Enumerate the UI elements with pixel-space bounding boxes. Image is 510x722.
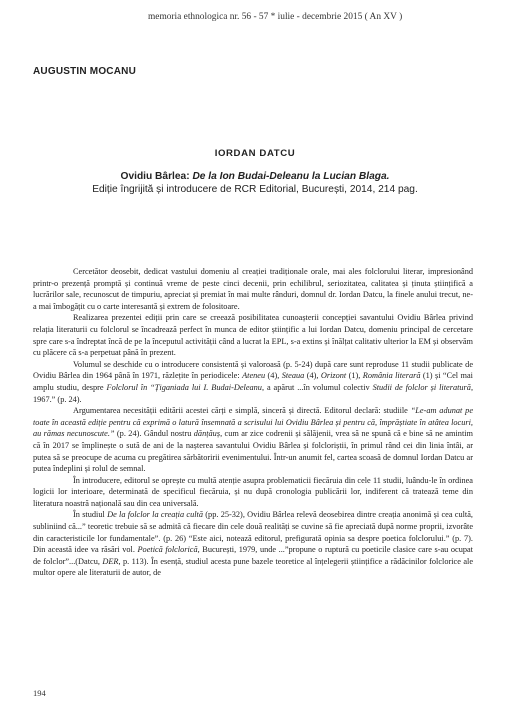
text-run: , cum ar zice codrenii și sălăjenii, vrea să ne spună că e bine să ne amintim că în 2017 se împlinește o sută de ani de la nașterea savantului Ovidiu Bârlea și folcloriștii, în primul rând cei din linia întâi, ar putea să se preocupe de acuma cu pregătirea sărbătoririi evenimentului. Într-un anumit fel, cartea scoasă de domnul Iordan Datcu ar putea îndeplini și rolul de semnal. [33,429,474,474]
text-run: (4), [265,371,282,381]
italic-text: “Le-am adunat pe toate în această ediție pentru că exprimă o latură însemnată a scrisului lui Ovidiu Bârlea și pentru că, împrăștiate în atâtea locuri, au rămas necunoscute.” [33,406,473,439]
body-paragraph [33,266,473,312]
text-run: (1) și “Cel mai amplu studiu, despre [33,371,473,392]
italic-text: Poetică folclorică [137,545,198,555]
book-title-line [0,171,510,182]
text-run: În studiul [73,510,108,520]
body-paragraph [33,312,473,358]
italic-text: De la folclor la creația cultă [107,510,203,520]
italic-text: Ateneu [242,371,266,381]
page-number: 194 [33,688,46,698]
article-body [33,266,473,579]
text-run: (4), [304,371,321,381]
italic-text: Orizont [320,371,347,381]
body-paragraph [33,475,473,510]
reviewed-author-heading: IORDAN DATCU [214,148,296,159]
book-author: Ovidiu Bârlea: [120,171,190,182]
text-run: Argumentarea necesității editării acestei cărți e simplă, sinceră și directă. Editorul declară: studiile [73,406,411,416]
text-run: (p. 24). Gândul nostru [114,429,194,439]
body-paragraph [33,359,473,405]
book-title: De la Ion Budai-Deleanu la Lucian Blaga. [192,171,390,182]
text-run: (1), [346,371,363,381]
text-run: , București, 1979, unde ...”propune o ruptură cu poeticile clasice care s-au ocupat de folclor”...(Datcu, [33,545,473,566]
running-header: memoria ethnologica nr. 56 - 57 * iulie - decembrie 2015 ( An XV ) [148,12,403,22]
italic-text: România literară [362,371,421,381]
italic-text: Folclorul în “Țiganiada lui I. Budai-Deleanu [106,382,262,392]
italic-text: dănțăuș [193,429,221,439]
text-run: Realizarea prezentei ediții prin care se creează posibilitatea cunoașterii concepției savantului Ovidiu Bârlea privind relația literaturii cu folclorul se încadrează perfect în munca de editor științific a lui Iordan Datcu, domeniu principal de cercetare spre care s-a îndreptat încă de pe la începutul activității când a lucrat la EPL, s-a extins și înălțat calitativ ulterior la EM și observăm cu plăcere că s-a perpetuat până în prezent. [33,313,473,358]
article-author: AUGUSTIN MOCANU [33,66,136,77]
text-run: (pp. 25-32), Ovidiu Bârlea relevă deosebirea dintre creația anonimă și cea cultă, subliniind că...” teoretic trebuie să se admită că fiecare din cele două realități se cuvine să fie apreciată după norme proprii, izvorâte din caracteristicile lor fundamentale”. (p. 26) “Este aici, notează editorul, prefigurată opinia sa despre poetica folclorului.” (p. 7). Din această idee va răsări vol. [33,510,473,555]
text-run: În introducere, editorul se oprește cu multă atenție asupra problematicii fiecăruia din cele 11 studii, luându-le în ordinea logicii lor interioare, determinată de specificul fiecăruia, și nu după cronologia publicării lor, indiferent că tratează teme din literatura noastră națională sau din cea universală. [33,475,473,508]
body-paragraph [33,509,473,579]
book-details: Ediție îngrijită și introducere de RCR Editorial, București, 2014, 214 pag. [92,184,418,195]
italic-text: Studii de folclor și literatură [372,382,471,392]
body-paragraph [33,405,473,475]
text-run: , p. 113). În esență, studiul acesta pune bazele teoretice al înțelegerii științifice a rădăcinilor folclorice ale multor opere ale literaturii de autor, de [33,556,473,578]
italic-text: Steaua [281,371,305,381]
text-run: , a apărut ...în volumul colectiv [261,382,373,392]
text-run: Cercetător deosebit, dedicat vastului domeniu al creației tradiționale orale, mai ales folclorului literar, impresionând printr-o prezență promptă și continuă vreme de peste cinci decenii, prin echilibrul, seriozitatea, calitatea și ținuta științifică a lucrărilor sale, recunoscut de timpuriu, apreciat și premiat în mai multe rânduri, domnul dr. Iordan Datcu, la finele anului trecut, ne-a mai îmbogățit cu o carte interesantă și extrem de folositoare. [33,267,473,311]
text-run: Volumul se deschide cu o introducere consistentă și valoroasă (p. 5-24) după care sunt reproduse 11 studii publicate de Ovidiu Bârlea din 1964 până în 1971, răzlețite în periodicele: [33,359,473,381]
text-run: , 1967.” (p. 24). [33,382,474,404]
italic-text: DER [102,556,119,566]
